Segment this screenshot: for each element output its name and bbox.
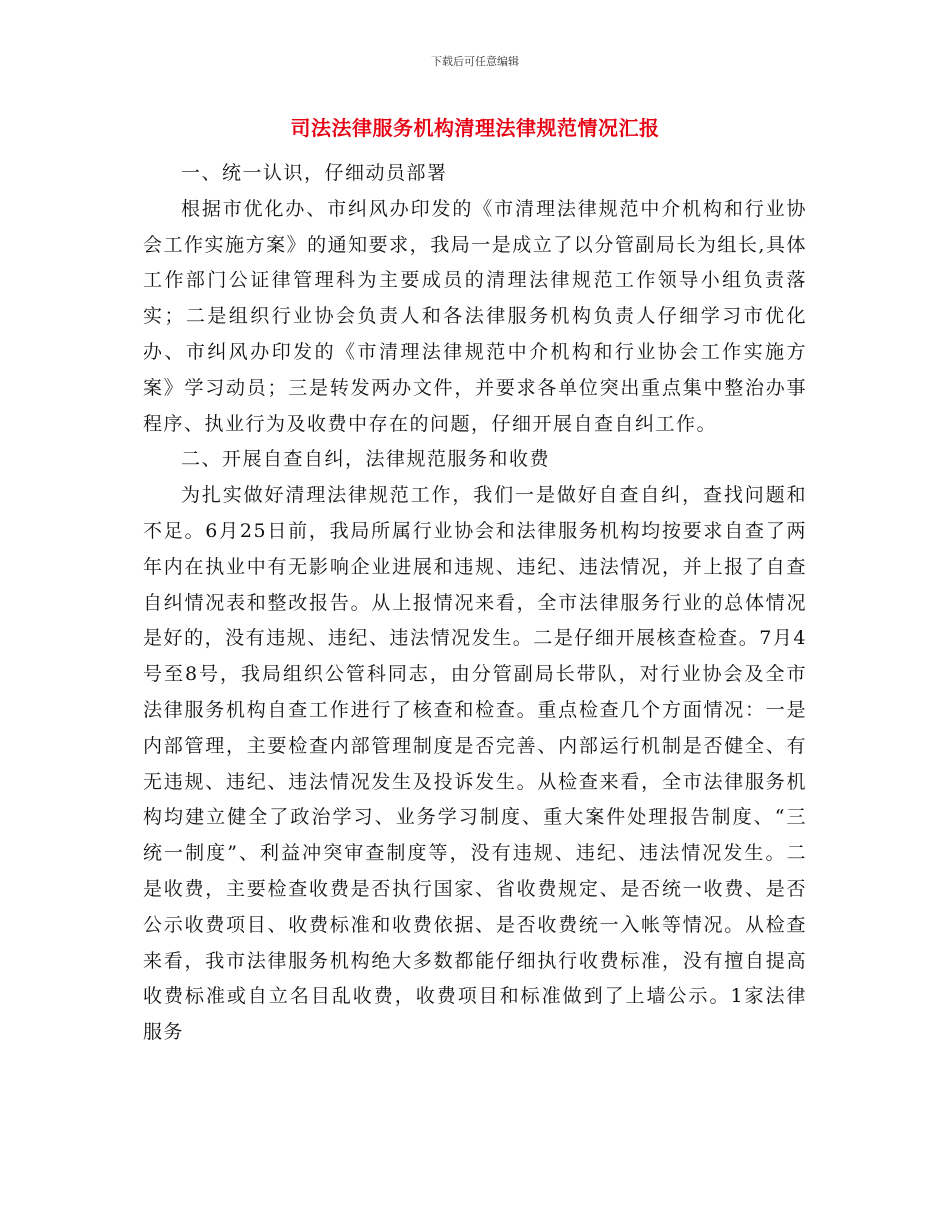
document-body xyxy=(143,156,807,1051)
paragraph-1: 根据市优化办、市纠风办印发的《市清理法律规范中介机构和行业协会工作实施方案》的通知要求，我局一是成立了以分管副局长为组长,具体工作部门公证律管理科为主要成员的清理法律规范工作领导小组负责落实；二是组织行业协会负责人和各法律服务机构负责人仔细学习市优化办、市纠风办印发的《市清理法律规范中介机构和行业协会工作实施方案》学习动员；三是转发两办文件，并要求各单位突出重点集中整治办事程序、执业行为及收费中存在的问题，仔细开展自查自纠工作。 xyxy=(143,197,807,435)
section-heading-1: 一、统一认识，仔细动员部署 xyxy=(181,162,448,184)
section-heading-2: 二、开展自查自纠，法律规范服务和收费 xyxy=(181,448,551,471)
document-title: 司法法律服务机构清理法律规范情况汇报 xyxy=(290,116,660,140)
paragraph-2: 为扎实做好清理法律规范工作，我们一是做好自查自纠，查找问题和不足。6月25日前，我局所属行业协会和法律服务机构均按要求自查了两年内在执业中有无影响企业进展和违规、违纪、违法情况，并上报了自查自纠情况表和整改报告。从上报情况来看，全市法律服务行业的总体情况是好的，没有违规、违纪、违法情况发生。二是仔细开展核查检查。7月4号至8号，我局组织公管科同志，由分管副局长带队，对行业协会及全市法律服务机构自查工作进行了核查和检查。重点检查几个方面情况：一是内部管理，主要检查内部管理制度是否完善、内部运行机制是否健全、有无违规、违纪、违法情况发生及投诉发生。从检查来看，全市法律服务机构均建立健全了政治学习、业务学习制度、重大案件处理报告制度、“三统一制度”、利益冲突审查制度等，没有违规、违纪、违法情况发生。二是收费，主要检查收费是否执行国家、省收费规定、是否统一收费、是否公示收费项目、收费标准和收费依据、是否收费统一入帐等情况。从检查来看，我市法律服务机构绝大多数都能仔细执行收费标准，没有擅自提高收费标准或自立名目乱收费，收费项目和标准做到了上墙公示。1家法律服务 xyxy=(143,484,807,1044)
header-note: 下载后可任意编辑 xyxy=(431,55,519,68)
